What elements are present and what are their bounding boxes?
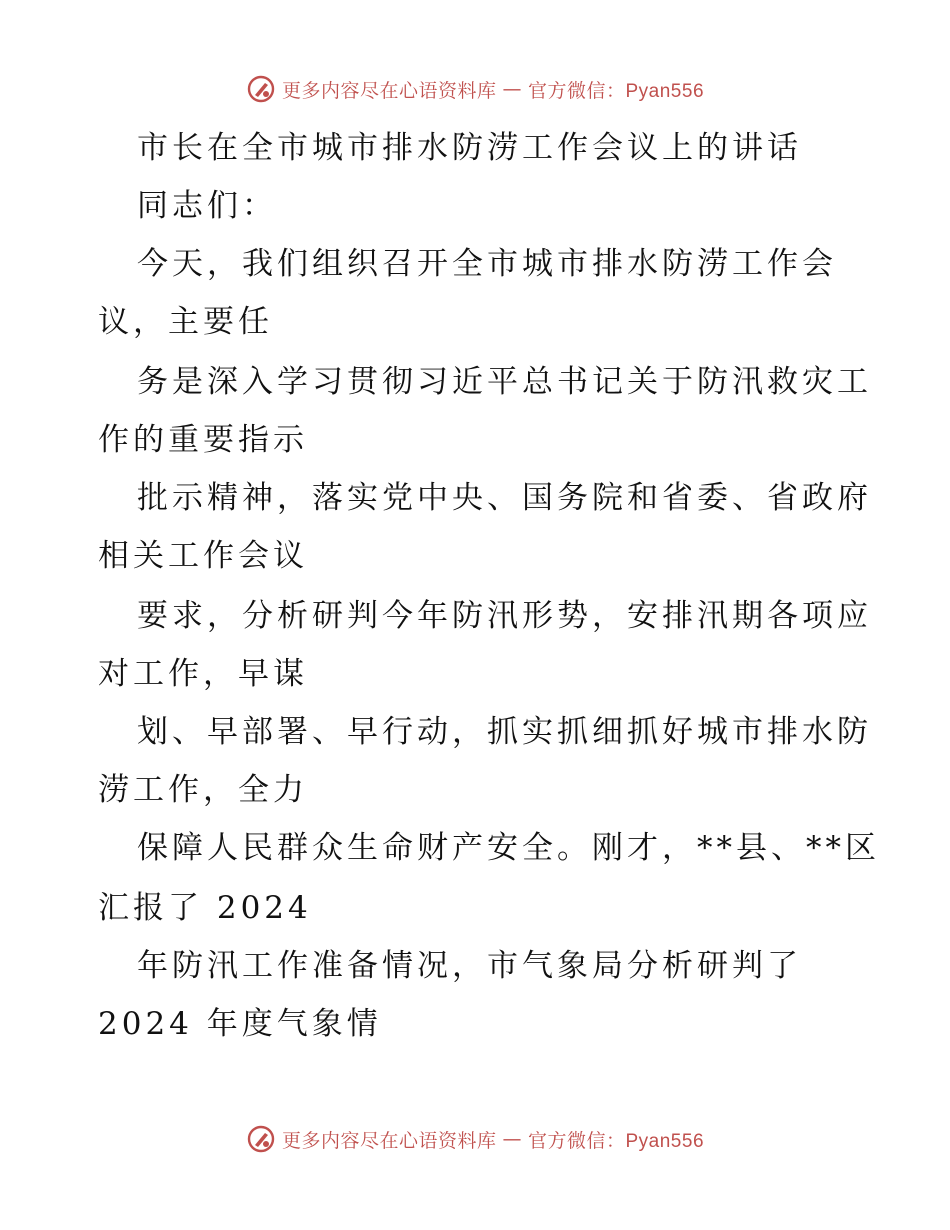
- paragraph-line: 作的重要指示: [98, 422, 308, 458]
- header-watermark: [0, 74, 950, 104]
- footer-watermark: [0, 1124, 950, 1154]
- paragraph-line: 务是深入学习贯彻习近平总书记关于防汛救灾工: [137, 364, 872, 400]
- paragraph-line: 保障人民群众生命财产安全。刚才，**县、**区: [137, 830, 880, 866]
- paragraph-line: 年防汛工作准备情况，市气象局分析研判了: [137, 948, 802, 984]
- greeting: 同志们：: [137, 188, 277, 224]
- quill-seal-icon: [246, 1124, 276, 1154]
- paragraph-line: 汇报了 2024: [98, 890, 312, 926]
- watermark-contact: 官方微信：Pyan556: [528, 1130, 705, 1152]
- watermark-contact: 官方微信：Pyan556: [528, 80, 705, 102]
- paragraph-line: 要求，分析研判今年防汛形势，安排汛期各项应: [137, 598, 872, 634]
- watermark-dash: —: [502, 78, 522, 100]
- watermark-text: 更多内容尽在心语资料库: [281, 1129, 497, 1152]
- paragraph-line: 对工作，早谋: [98, 656, 308, 692]
- quill-seal-icon: [246, 74, 276, 104]
- paragraph-line: 议，主要任: [98, 304, 273, 340]
- paragraph-line: 2024 年度气象情: [98, 1006, 382, 1042]
- paragraph-line: 今天，我们组织召开全市城市排水防涝工作会: [137, 246, 837, 282]
- paragraph-line: 批示精神，落实党中央、国务院和省委、省政府: [137, 480, 872, 516]
- watermark-dash: —: [502, 1128, 522, 1150]
- document-title: 市长在全市城市排水防涝工作会议上的讲话: [137, 130, 802, 166]
- watermark-text: 更多内容尽在心语资料库: [281, 79, 497, 102]
- paragraph-line: 划、早部署、早行动，抓实抓细抓好城市排水防: [137, 714, 872, 750]
- paragraph-line: 相关工作会议: [98, 538, 308, 574]
- paragraph-line: 涝工作，全力: [98, 772, 308, 808]
